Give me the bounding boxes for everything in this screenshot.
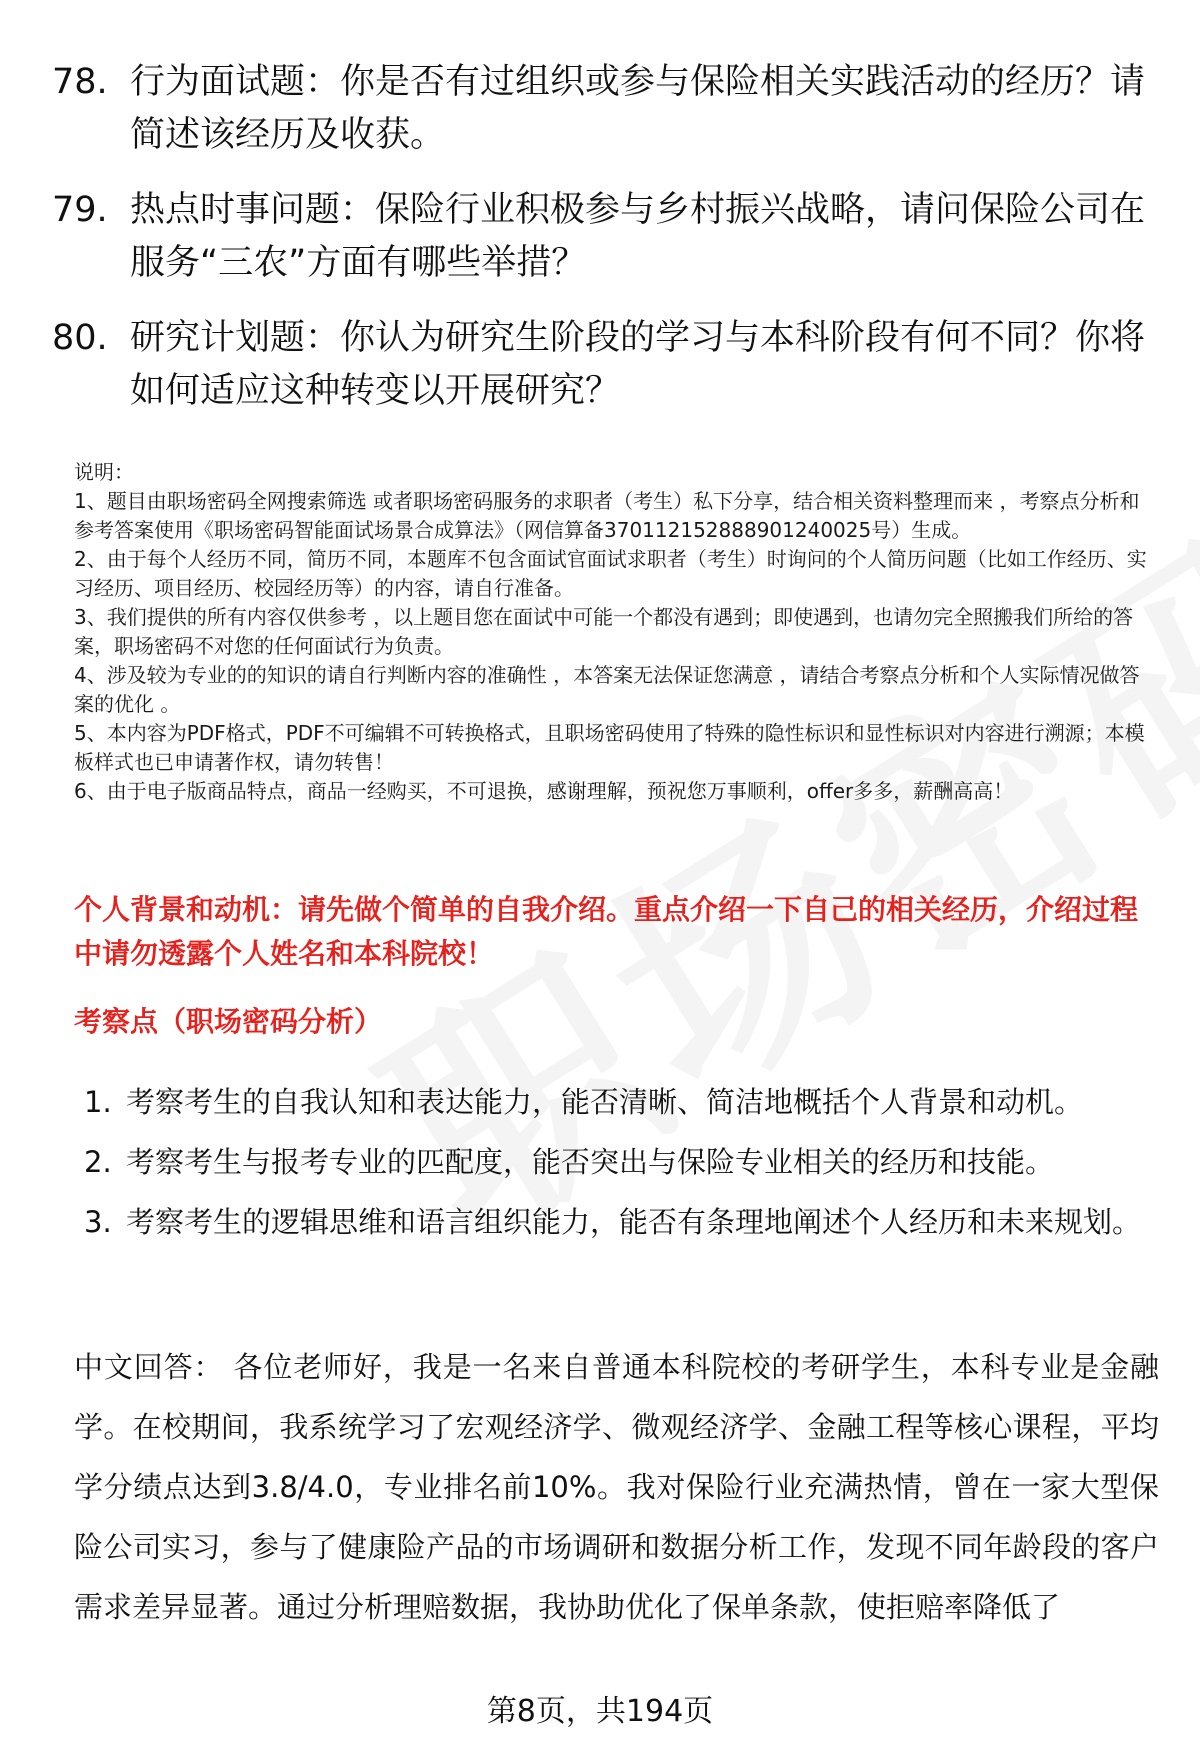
notes-title: 说明： [74,460,134,484]
question-list [52,56,1152,440]
point-text: 考察考生的逻辑思维和语言组织能力，能否有条理地阐述个人经历和未来规划。 [126,1205,1142,1239]
analysis-point [84,1133,1144,1191]
analysis-point [84,1193,1144,1251]
question-item [52,312,1152,418]
question-number: 79. [52,190,108,230]
analysis-points-list [84,1073,1144,1253]
note-item: 5、本内容为PDF格式，PDF不可编辑不可转换格式，且职场密码使用了特殊的隐性标识和显性标识对内容进行溯源；本模板样式也已申请著作权，请勿转售！ [74,721,1145,774]
note-item: 4、涉及较为专业的的知识的请自行判断内容的准确性 ，本答案无法保证您满意 ，请结合考察点分析和个人实际情况做答案的优化 。 [74,663,1140,716]
question-item [52,184,1152,290]
question-number: 80. [52,318,108,358]
point-text: 考察考生与报考专业的匹配度，能否突出与保险专业相关的经历和技能。 [126,1145,1055,1179]
analysis-points-heading: 考察点（职场密码分析） [74,1005,383,1038]
question-number: 78. [52,62,108,102]
point-number: 2. [84,1145,112,1179]
disclaimer-notes [74,458,1159,806]
note-item: 3、我们提供的所有内容仅供参考 ，以上题目您在面试中可能一个都没有遇到；即使遇到，也请勿完全照搬我们所给的答案，职场密码不对您的任何面试行为负责。 [74,605,1134,658]
point-number: 1. [84,1085,112,1119]
analysis-point [84,1073,1144,1131]
sample-answer: 中文回答： 各位老师好，我是一名来自普通本科院校的考研学生，本科专业是金融学。在校期间，我系统学习了宏观经济学、微观经济学、金融工程等核心课程，平均学分绩点达到3.8/4.0，专业排名前10%。我对保险行业充满热情，曾在一家大型保险公司实习，参与了健康险产品的市场调研和数据分析工作，发现不同年龄段的客户需求差异显著。通过分析理赔数据，我协助优化了保单条款，使拒赔率降低了 [74,1350,1159,1624]
note-item: 6、由于电子版商品特点，商品一经购买，不可退换，感谢理解，预祝您万事顺利，offer多多，薪酬高高！ [74,779,1014,803]
point-number: 3. [84,1205,112,1239]
question-text: 热点时事问题：保险行业积极参与乡村振兴战略，请问保险公司在服务“三农”方面有哪些举措？ [130,190,1146,283]
interview-question-heading: 个人背景和动机：请先做个简单的自我介绍。重点介绍一下自己的相关经历，介绍过程中请勿透露个人姓名和本科院校！ [74,893,1139,970]
point-text: 考察考生的自我认知和表达能力，能否清晰、简洁地概括个人背景和动机。 [126,1085,1084,1119]
note-item: 2、由于每个人经历不同，简历不同，本题库不包含面试官面试求职者（考生）时询问的个人简历问题（比如工作经历、实习经历、项目经历、校园经历等）的内容，请自行准备。 [74,547,1147,600]
note-item: 1、题目由职场密码全网搜索筛选 或者职场密码服务的求职者（考生）私下分享，结合相关资料整理而来 ，考察点分析和参考答案使用《职场密码智能面试场景合成算法》（网信算备370112152888901240025号）生成。 [74,489,1140,542]
question-item [52,56,1152,162]
question-text: 行为面试题：你是否有过组织或参与保险相关实践活动的经历？请简述该经历及收获。 [130,62,1146,155]
page-footer: 第8页，共194页 [486,1694,714,1729]
question-text: 研究计划题：你认为研究生阶段的学习与本科阶段有何不同？你将如何适应这种转变以开展研究？ [130,318,1146,411]
